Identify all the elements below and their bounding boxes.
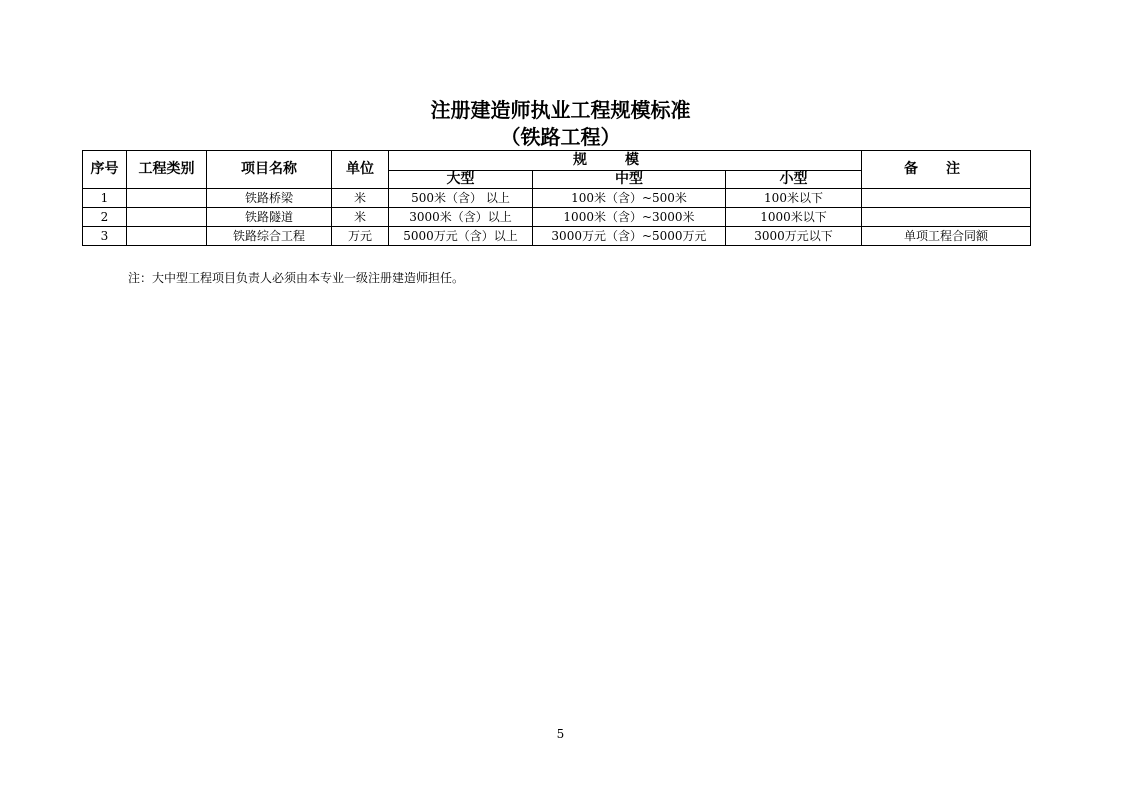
cell-project-name: 铁路综合工程 [207, 227, 332, 246]
header-scale: 规模 [389, 151, 862, 171]
header-large: 大型 [389, 171, 533, 189]
cell-seq: 3 [83, 227, 127, 246]
cell-large: 3000米（含）以上 [389, 208, 533, 227]
header-category: 工程类别 [127, 151, 207, 189]
header-seq: 序号 [83, 151, 127, 189]
cell-small: 1000米以下 [726, 208, 862, 227]
cell-category [127, 208, 207, 227]
cell-medium: 100米（含）~500米 [533, 189, 726, 208]
header-project-name: 项目名称 [207, 151, 332, 189]
table-row [83, 227, 1031, 246]
cell-project-name: 铁路隧道 [207, 208, 332, 227]
cell-category [127, 227, 207, 246]
cell-project-name: 铁路桥梁 [207, 189, 332, 208]
header-small: 小型 [726, 171, 862, 189]
table-row [83, 189, 1031, 208]
cell-remark [862, 189, 1031, 208]
cell-unit: 米 [332, 189, 389, 208]
cell-large: 500米（含） 以上 [389, 189, 533, 208]
footnote: 注：大中型工程项目负责人必须由本专业一级注册建造师担任。 [128, 271, 465, 285]
page-number: 5 [556, 727, 565, 741]
table-header-row [83, 151, 1031, 171]
cell-unit: 米 [332, 208, 389, 227]
cell-seq: 1 [83, 189, 127, 208]
table-row [83, 208, 1031, 227]
scale-standard-table [82, 150, 1031, 246]
cell-large: 5000万元（含）以上 [389, 227, 533, 246]
cell-small: 3000万元以下 [726, 227, 862, 246]
cell-unit: 万元 [332, 227, 389, 246]
document-title: 注册建造师执业工程规模标准 [430, 98, 691, 122]
document-subtitle: （铁路工程） [500, 125, 621, 149]
header-remark: 备注 [862, 151, 1031, 189]
cell-seq: 2 [83, 208, 127, 227]
cell-medium: 1000米（含）~3000米 [533, 208, 726, 227]
cell-small: 100米以下 [726, 189, 862, 208]
cell-remark: 单项工程合同额 [862, 227, 1031, 246]
cell-category [127, 189, 207, 208]
header-medium: 中型 [533, 171, 726, 189]
cell-medium: 3000万元（含）~5000万元 [533, 227, 726, 246]
header-unit: 单位 [332, 151, 389, 189]
cell-remark [862, 208, 1031, 227]
